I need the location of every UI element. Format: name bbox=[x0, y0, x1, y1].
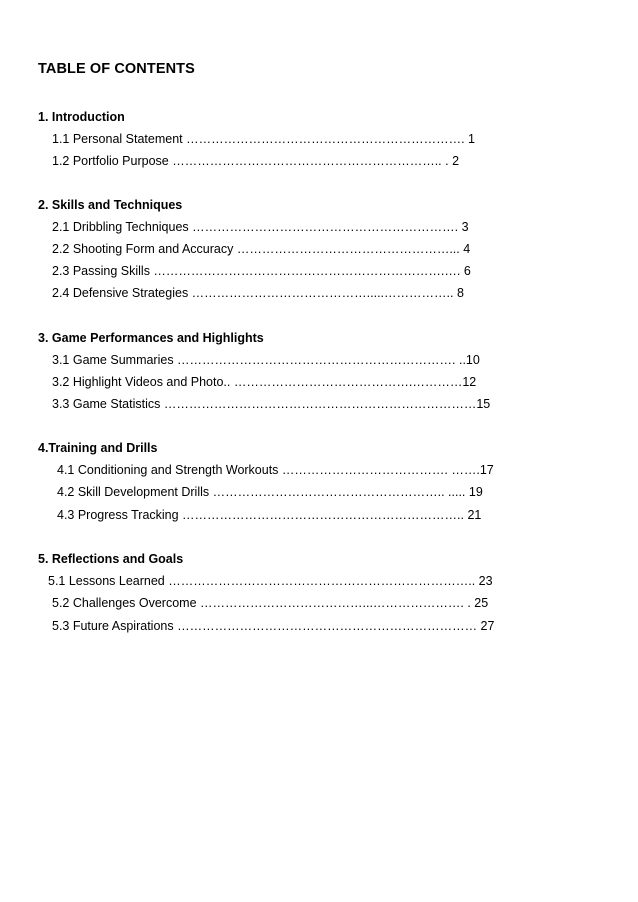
section-heading-training-and-drills: 4.Training and Drills bbox=[38, 441, 158, 455]
toc-entry-defensive-strategies: 2.4 Defensive Strategies …………………………………….....…………….. 8 bbox=[52, 286, 464, 300]
toc-entry-portfolio-purpose: 1.2 Portfolio Purpose ……………………………………………………….. . 2 bbox=[52, 154, 460, 168]
section-heading-game-performances: 3. Game Performances and Highlights bbox=[38, 331, 264, 345]
toc-entry-highlight-videos: 3.2 Highlight Videos and Photo.. …………………………………….…………12 bbox=[52, 375, 477, 389]
toc-entry-game-statistics: 3.3 Game Statistics …………………………………………………………………15 bbox=[52, 397, 491, 411]
section-heading-introduction: 1. Introduction bbox=[38, 110, 125, 124]
toc-entry-progress-tracking: 4.3 Progress Tracking ………………………………………………………….. 21 bbox=[57, 508, 482, 522]
toc-entry-lessons-learned: 5.1 Lessons Learned ……………………………………………………………….. 23 bbox=[48, 574, 493, 588]
toc-entry-shooting-form: 2.2 Shooting Form and Accuracy ……………………………………………... 4 bbox=[52, 242, 471, 256]
page-title: TABLE OF CONTENTS bbox=[38, 61, 195, 77]
toc-entry-game-summaries: 3.1 Game Summaries …………………………………………………………. ..10 bbox=[52, 353, 480, 367]
toc-entry-dribbling-techniques: 2.1 Dribbling Techniques ………………………………………………………. 3 bbox=[52, 220, 469, 234]
toc-entry-passing-skills: 2.3 Passing Skills …………………………………………………………….…. 6 bbox=[52, 264, 471, 278]
section-heading-skills-and-techniques: 2. Skills and Techniques bbox=[38, 198, 183, 212]
toc-entry-skill-development-drills: 4.2 Skill Development Drills ……………………………………………….. ..... 19 bbox=[57, 485, 483, 499]
toc-entry-conditioning-workouts: 4.1 Conditioning and Strength Workouts …………………………………. …….17 bbox=[57, 463, 494, 477]
toc-entry-challenges-overcome: 5.2 Challenges Overcome …………………………………...…………………. . 25 bbox=[52, 596, 489, 610]
section-heading-reflections-and-goals: 5. Reflections and Goals bbox=[38, 552, 184, 566]
toc-entry-personal-statement: 1.1 Personal Statement …………………………………………………………. 1 bbox=[52, 132, 476, 146]
toc-entry-future-aspirations: 5.3 Future Aspirations ……………………………………………………………… 27 bbox=[52, 619, 495, 633]
